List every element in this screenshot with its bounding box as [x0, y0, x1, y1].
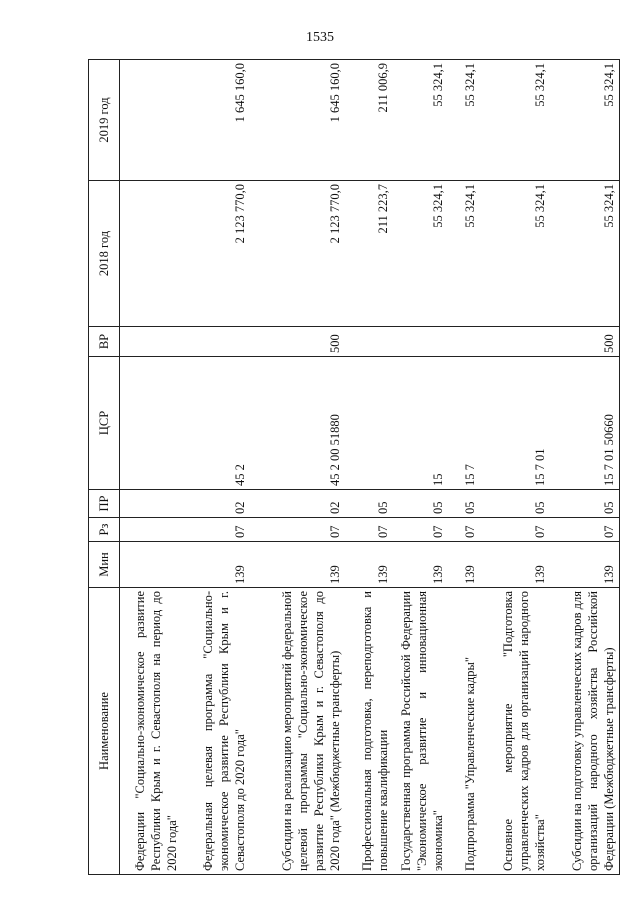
- row-2019: 211 006,9: [345, 60, 393, 181]
- row-rz: [120, 518, 182, 542]
- row-name: Профессиональная подготовка, переподготовка и повышение квалификации: [345, 588, 393, 875]
- header-2019: 2019 год: [89, 60, 120, 181]
- row-2018: 2 123 770,0: [182, 181, 250, 327]
- header-min: Мин: [89, 542, 120, 588]
- header-vr: ВР: [89, 327, 120, 357]
- header-name: Наименование: [89, 588, 120, 875]
- row-vr: [120, 327, 182, 357]
- row-vr: [448, 327, 480, 357]
- row-min: 139: [448, 542, 480, 588]
- row-2018: 55 324,1: [550, 181, 620, 327]
- header-csr: ЦСР: [89, 357, 120, 490]
- row-2019: 55 324,1: [448, 60, 480, 181]
- row-vr: 500: [250, 327, 345, 357]
- row-2019: 1 645 160,0: [182, 60, 250, 181]
- row-2019: 1 645 160,0: [250, 60, 345, 181]
- row-min: 139: [550, 542, 620, 588]
- row-2018: 211 223,7: [345, 181, 393, 327]
- row-name: Государственная программа Российской Федерации "Экономическое развитие и инновационная экономика": [393, 588, 448, 875]
- row-min: 139: [480, 542, 550, 588]
- table-row: [120, 60, 182, 875]
- table-row: [480, 60, 550, 875]
- row-min: 139: [393, 542, 448, 588]
- table-row: [448, 60, 480, 875]
- row-rz: 07: [345, 518, 393, 542]
- row-name: Субсидии на подготовку управленческих кадров для организаций народного хозяйства Российской Федерации (Межбюджетные трансферты): [550, 588, 620, 875]
- page-number: 1535: [306, 30, 334, 45]
- row-2019: 55 324,1: [480, 60, 550, 181]
- row-csr: 15 7 01: [480, 357, 550, 490]
- row-2018: [120, 181, 182, 327]
- table-row: [345, 60, 393, 875]
- row-vr: [393, 327, 448, 357]
- table-row: [250, 60, 345, 875]
- table-row: [182, 60, 250, 875]
- header-row: [89, 60, 120, 875]
- table-row: [393, 60, 448, 875]
- row-rz: 07: [250, 518, 345, 542]
- row-2019: [120, 60, 182, 181]
- row-csr: 15 7: [448, 357, 480, 490]
- row-name: Федерации "Социально-экономическое развитие Республики Крым и г. Севастополя на период до 2020 года": [120, 588, 182, 875]
- row-2019: 55 324,1: [550, 60, 620, 181]
- row-2018: 55 324,1: [480, 181, 550, 327]
- row-pr: [120, 490, 182, 518]
- row-csr: [120, 357, 182, 490]
- row-csr: [345, 357, 393, 490]
- row-min: 139: [182, 542, 250, 588]
- budget-table: [88, 59, 620, 875]
- row-name: Федеральная целевая программа "Социально-экономическое развитие Республики Крым и г. Севастополя до 2020 года": [182, 588, 250, 875]
- row-rz: 07: [182, 518, 250, 542]
- row-rz: 07: [480, 518, 550, 542]
- header-rz: Рз: [89, 518, 120, 542]
- row-pr: 02: [250, 490, 345, 518]
- row-name: Субсидии на реализацию мероприятий федеральной целевой программы "Социально-экономическое развитие Республики Крым и г. Севастополя до 2020 года" (Межбюджетные трансферты): [250, 588, 345, 875]
- row-rz: 07: [448, 518, 480, 542]
- header-pr: ПР: [89, 490, 120, 518]
- row-min: [120, 542, 182, 588]
- row-pr: 05: [448, 490, 480, 518]
- row-csr: 45 2: [182, 357, 250, 490]
- table-row: [550, 60, 620, 875]
- row-csr: 45 2 00 51880: [250, 357, 345, 490]
- row-vr: 500: [550, 327, 620, 357]
- rotated-table-container: [88, 60, 616, 875]
- row-csr: 15 7 01 50660: [550, 357, 620, 490]
- row-2018: 55 324,1: [448, 181, 480, 327]
- row-vr: [480, 327, 550, 357]
- row-rz: 07: [550, 518, 620, 542]
- header-2018: 2018 год: [89, 181, 120, 327]
- row-name: Подпрограмма "Управленческие кадры": [448, 588, 480, 875]
- row-pr: 05: [550, 490, 620, 518]
- row-2019: 55 324,1: [393, 60, 448, 181]
- row-pr: 05: [345, 490, 393, 518]
- row-name: Основное мероприятие "Подготовка управленческих кадров для организаций народного хозяйства": [480, 588, 550, 875]
- row-pr: 05: [393, 490, 448, 518]
- row-vr: [182, 327, 250, 357]
- row-min: 139: [250, 542, 345, 588]
- row-2018: 55 324,1: [393, 181, 448, 327]
- row-pr: 02: [182, 490, 250, 518]
- row-rz: 07: [393, 518, 448, 542]
- row-2018: 2 123 770,0: [250, 181, 345, 327]
- row-min: 139: [345, 542, 393, 588]
- row-vr: [345, 327, 393, 357]
- row-pr: 05: [480, 490, 550, 518]
- row-csr: 15: [393, 357, 448, 490]
